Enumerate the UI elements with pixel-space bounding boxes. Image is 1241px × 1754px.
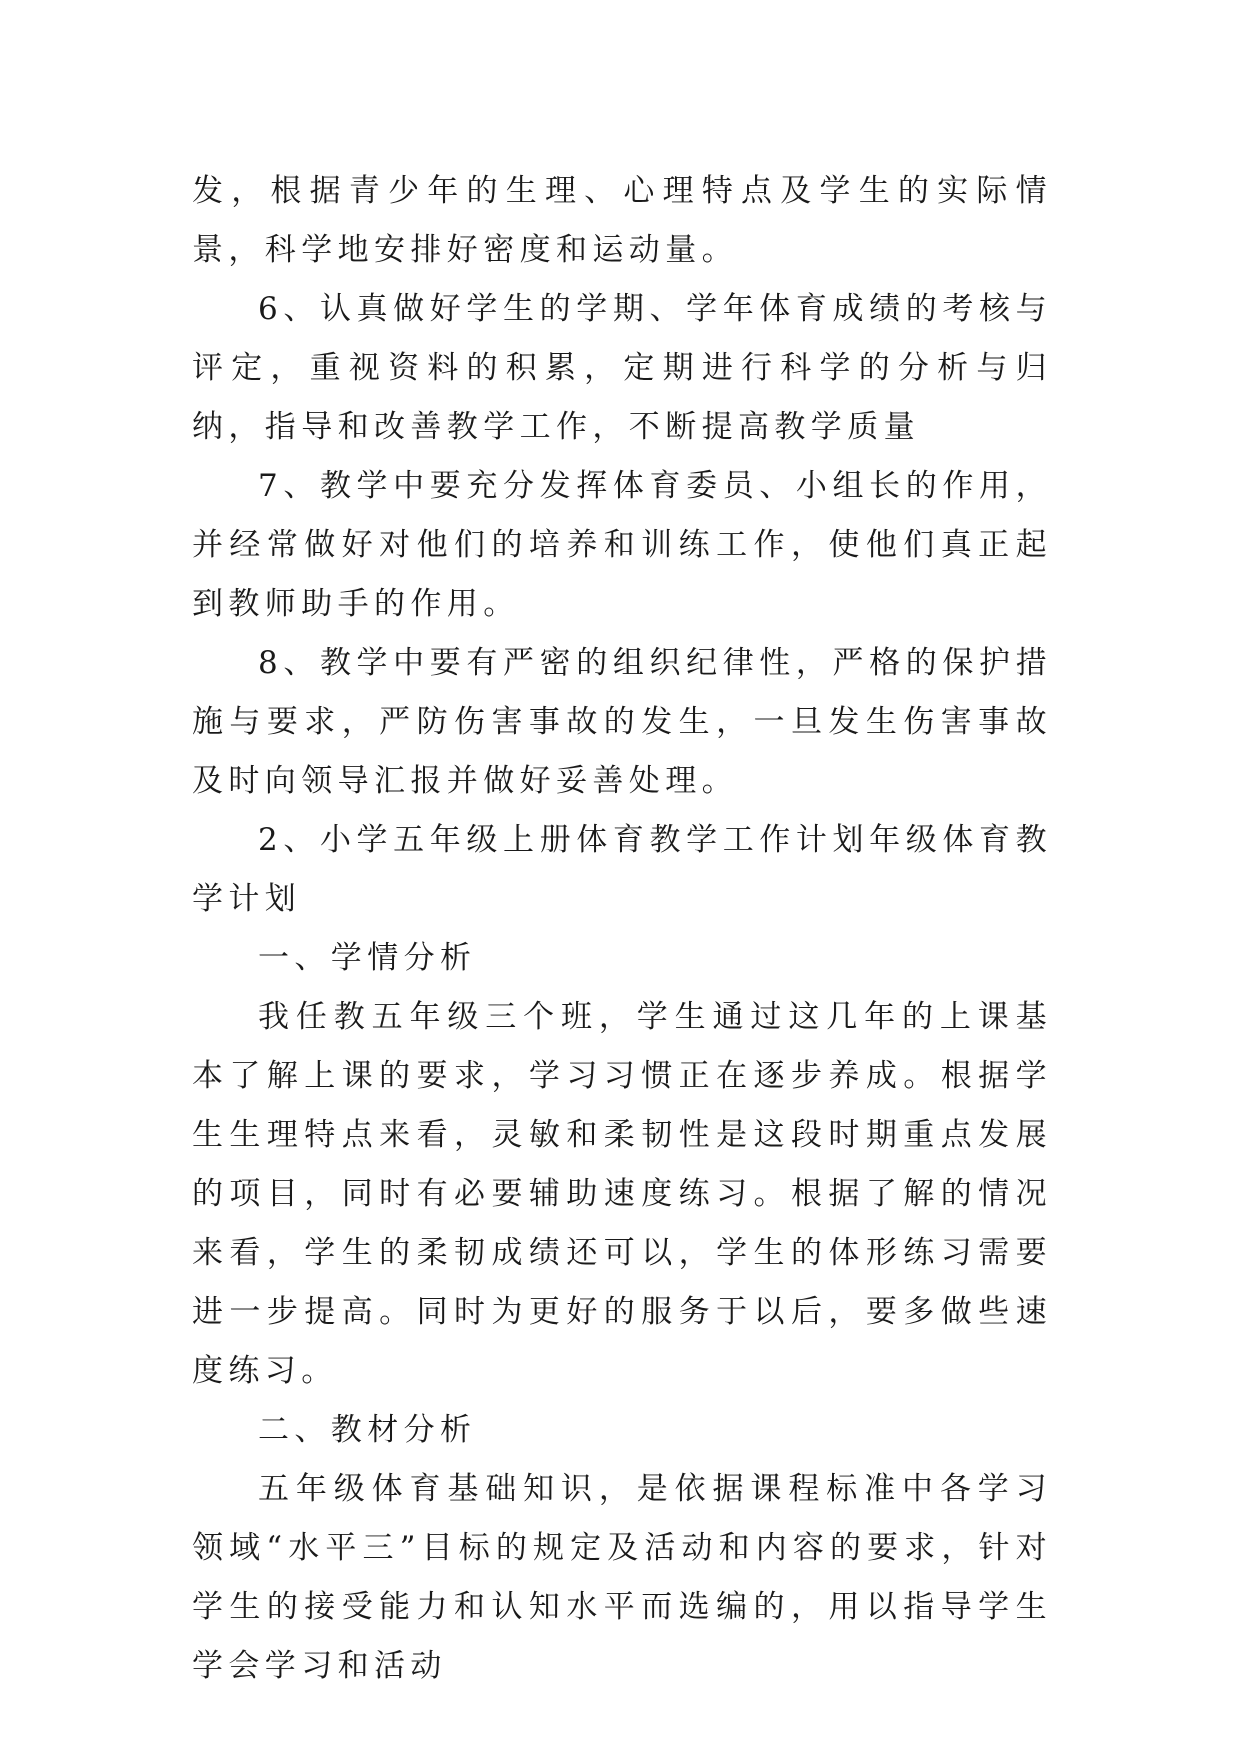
- paragraph-learning-analysis: 我任教五年级三个班，学生通过这几年的上课基本了解上课的要求，学习习惯正在逐步养成。根据学生生理特点来看，灵敏和柔韧性是这段时期重点发展的项目，同时有必要辅助速度练习。根据了解的情况来看，学生的柔韧成绩还可以，学生的体形练习需要进一步提高。同时为更好的服务于以后，要多做些速度练习。: [192, 999, 1052, 1389]
- paragraph-item-8: 8、教学中要有严密的组织纪律性，严格的保护措施与要求，严防伤害事故的发生，一旦发生伤害事故及时向领导汇报并做好妥善处理。: [192, 645, 1052, 799]
- heading-learning-analysis: 一、学情分析: [258, 940, 477, 976]
- paragraph-item-7: 7、教学中要充分发挥体育委员、小组长的作用，并经常做好对他们的培养和训练工作，使他们真正起到教师助手的作用。: [192, 468, 1052, 622]
- document-body: [192, 162, 1052, 1696]
- paragraph-textbook-analysis: 五年级体育基础知识，是依据课程标准中各学习领域“水平三”目标的规定及活动和内容的要求，针对学生的接受能力和认知水平而选编的，用以指导学生学会学习和活动: [192, 1471, 1052, 1684]
- paragraph-continuation: 发，根据青少年的生理、心理特点及学生的实际情景，科学地安排好密度和运动量。: [192, 173, 1052, 268]
- paragraph-item-6: 6、认真做好学生的学期、学年体育成绩的考核与评定，重视资料的积累，定期进行科学的分析与归纳，指导和改善教学工作，不断提高教学质量: [192, 291, 1052, 445]
- heading-textbook-analysis: 二、教材分析: [258, 1412, 477, 1448]
- section-title: 2、小学五年级上册体育教学工作计划年级体育教学计划: [192, 822, 1052, 917]
